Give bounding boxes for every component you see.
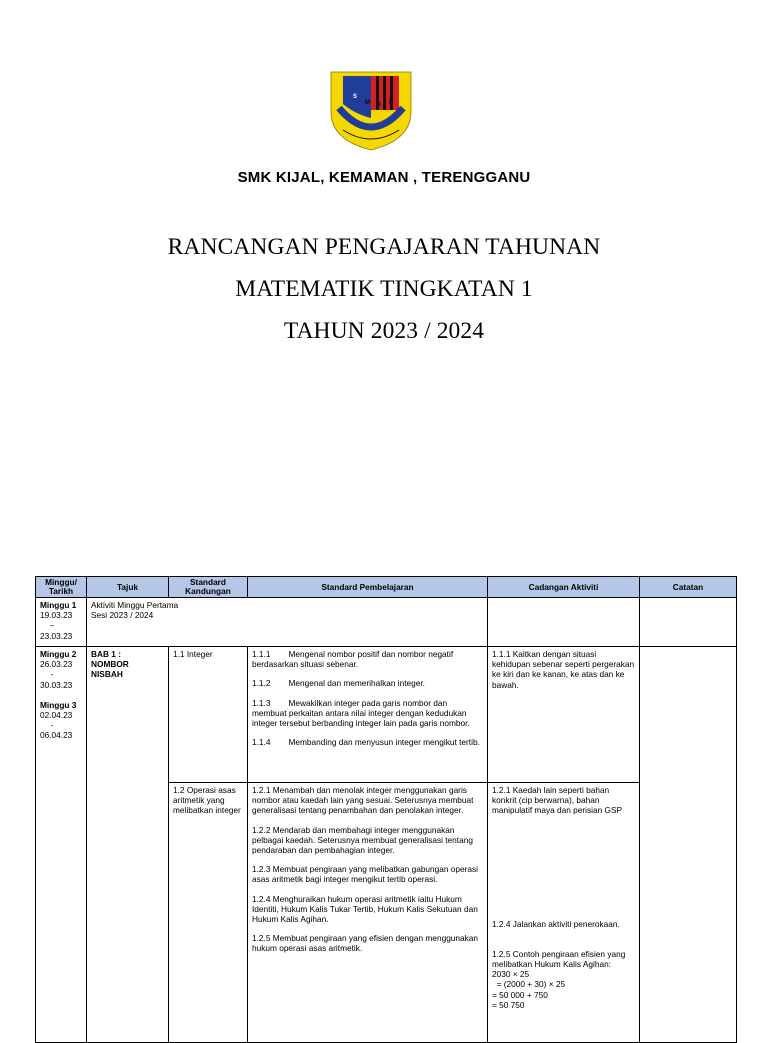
suggested-activity: 1.1.1 Kaitkan dengan situasi kehidupan sebenar seperti pergerakan ke kiri dan ke kanan, ke atas dan ke bawah. [488,647,640,783]
activity-cell [488,598,640,647]
activity-title: Aktiviti Minggu Pertama [91,600,179,610]
year-title: TAHUN 2023 / 2024 [283,318,485,344]
session-label: Sesi 2023 / 2024 [91,610,154,621]
svg-text:S: S [353,94,358,100]
school-crest-icon [331,72,411,150]
yearly-plan-table [35,576,737,1043]
table-header-row [36,577,737,598]
header-minggu: Minggu/ Tarikh [36,577,87,598]
subject-title: MATEMATIK TINGKATAN 1 [235,276,533,302]
topic-cell [87,647,169,1043]
learning-standard-item: 1.2.4 Menghuraikan hukum operasi aritmetik iaitu Hukum Identiti, Hukum Kalis Tukar Tertib, Hukum Kalis Sekutuan dan Hukum Kalis Agihan. [252,893,478,925]
learning-standard-item: 1.2.1 Menambah dan menolak integer menggunakan garis nombor atau kaedah lain yang sesuai. Seterusnya membuat generalisasi tentang penambahan dan penolakan integer. [252,785,474,816]
learning-standard-item: 1.2.2 Mendarab dan membahagi integer menggunakan pelbagai kaedah. Seterusnya membuat generalisasi tentang pendaraban dan pembahagian integer. [252,824,473,856]
chapter-name: NISBAH [91,669,123,680]
calculation-line: = 50 750 [492,999,525,1010]
suggested-activity [488,783,640,1043]
learning-standard-item: 1.2.5 Membuat pengiraan yang efisien dengan menggunakan hukum operasi asas aritmetik. [252,933,479,954]
learning-standards [248,783,488,1043]
chapter-label: BAB 1 : [91,649,121,659]
header-catatan: Catatan [640,577,737,598]
week-cell [36,647,87,1043]
first-week-activity [87,598,488,647]
activity-item: 1.2.1 Kaedah lain seperti bahan konkrit (cip berwarna), bahan manipulatif maya dan perisian GSP [492,785,623,816]
week-label: Minggu 3 [40,699,77,710]
svg-text:M: M [365,100,370,106]
date-separator: - [50,669,54,680]
week-end-date: 30.03.23 [40,679,73,690]
svg-text:K: K [389,100,394,106]
learning-standard-item: 1.1.3 Mewakilkan integer pada garis nombor dan membuat perkaitan antara nilai integer dengan kedudukan integer tersebut berbanding integer lain pada garis nombor. [252,697,470,729]
school-name: SMK KIJAL, KEMAMAN , TERENGGANU [237,169,531,186]
calculation-line: = (2000 + 30) × 25 [492,979,566,990]
learning-standards [248,647,488,783]
activity-item: 1.2.4 Jalankan aktiviti penerokaan. [492,918,620,929]
svg-text:K: K [377,102,382,108]
table-row [36,647,737,783]
learning-standard-item: 1.1.4 Membanding dan menyusun integer mengikut tertib. [252,737,480,748]
date-separator: - [50,720,54,731]
header-cadangan-aktiviti: Cadangan Aktiviti [488,577,640,598]
school-crest-logo [325,68,417,152]
plan-title: RANCANGAN PENGAJARAN TAHUNAN [167,234,601,260]
content-standard: 1.2 Operasi asas aritmetik yang melibatkan integer [169,783,248,1043]
header-tajuk: Tajuk [87,577,169,598]
week-start-date: 26.03.23 [40,659,73,670]
header-standard-pembelajaran: Standard Pembelajaran [248,577,488,598]
week-label: Minggu 1 [40,600,77,610]
activity-item: 1.2.5 Contoh pengiraan efisien yang melibatkan Hukum Kalis Agihan: [492,948,626,970]
week-cell [36,598,87,647]
week-end-date: 23.03.23 [40,630,73,641]
notes-cell [640,598,737,647]
week-end-date: 06.04.23 [40,730,73,741]
learning-standard-item: 1.1.2 Mengenal dan memerihalkan integer. [252,678,425,689]
header-standard-kandungan: Standard Kandungan [169,577,248,598]
week-start-date: 02.04.23 [40,710,73,721]
notes-cell [640,647,737,1043]
week-label: Minggu 2 [40,649,77,659]
learning-standard-item: 1.2.3 Membuat pengiraan yang melibatkan gabungan operasi asas aritmetik bagi integer mengikut tertib operasi. [252,864,479,885]
chapter-name: NOMBOR [91,659,129,670]
learning-standard-item: 1.1.1 Mengenal nombor positif dan nombor negatif berdasarkan situasi sebenar. [252,649,454,670]
table-row [36,598,737,647]
week-start-date: 19.03.23 [40,610,73,621]
calculation-line: 2030 × 25 [492,969,530,980]
date-separator: – [49,620,55,631]
calculation-line: = 50 000 + 750 [492,989,548,1000]
content-standard: 1.1 Integer [169,647,248,783]
